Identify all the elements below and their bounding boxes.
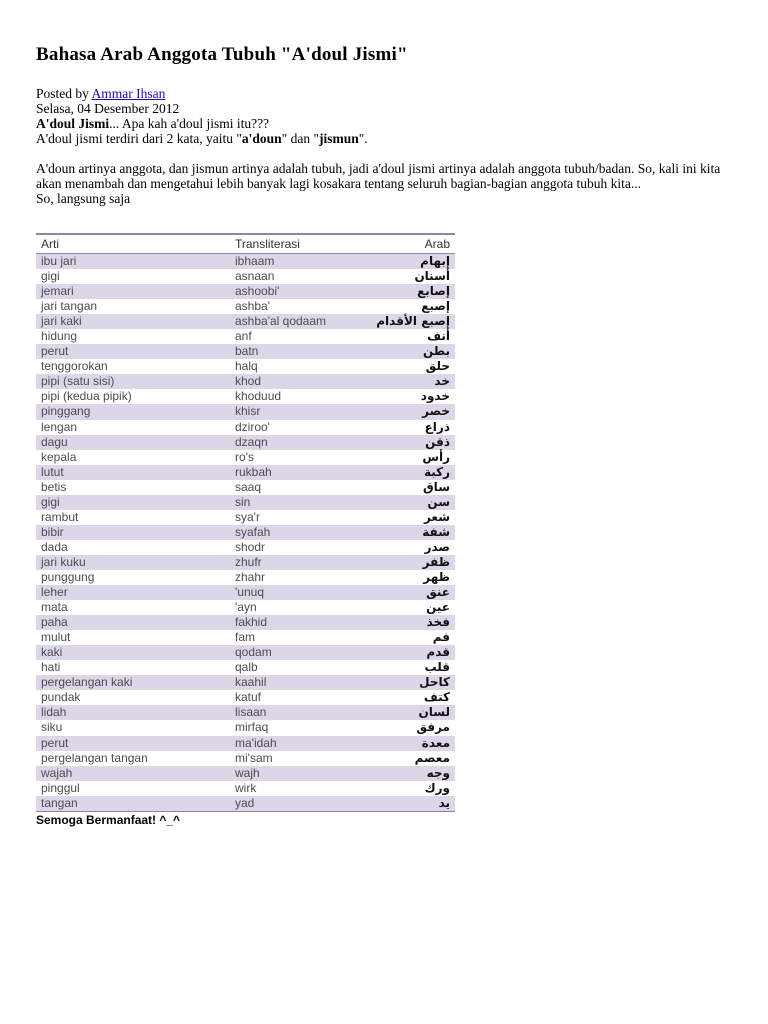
cell-arti: siku (36, 720, 230, 735)
table-row (36, 314, 455, 329)
byline (36, 86, 736, 101)
table-row (36, 389, 455, 404)
cell-arab: بطن (370, 344, 455, 359)
intro-question: ... Apa kah a'doul jismi itu??? (109, 116, 270, 131)
cell-arti: gigi (36, 495, 230, 510)
cell-arab: لسان (370, 705, 455, 720)
cell-transliterasi: wirk (230, 781, 370, 796)
cell-arab: قدم (370, 645, 455, 660)
cell-arti: jari kaki (36, 314, 230, 329)
table-row (36, 299, 455, 314)
cell-transliterasi: anf (230, 329, 370, 344)
table-row (36, 751, 455, 766)
table-row (36, 480, 455, 495)
cell-arti: perut (36, 736, 230, 751)
intro-word-2: jismun (318, 131, 359, 146)
cell-transliterasi: asnaan (230, 269, 370, 284)
table-header-row (36, 234, 455, 254)
cell-transliterasi: ashba' (230, 299, 370, 314)
table-row (36, 645, 455, 660)
intro-line-1 (36, 116, 736, 131)
cell-arti: leher (36, 585, 230, 600)
table-row (36, 690, 455, 705)
cell-arab: إصبع (370, 299, 455, 314)
cell-transliterasi: ma'idah (230, 736, 370, 751)
cell-arti: tangan (36, 796, 230, 812)
cell-arti: pundak (36, 690, 230, 705)
cell-arab: ذراع (370, 420, 455, 435)
cell-transliterasi: katuf (230, 690, 370, 705)
cell-transliterasi: zhahr (230, 570, 370, 585)
intro (36, 116, 736, 146)
vocabulary-table (36, 233, 455, 812)
cell-arab: يد (370, 796, 455, 812)
table-row (36, 359, 455, 374)
cell-transliterasi: kaahil (230, 675, 370, 690)
article (36, 44, 736, 827)
table-row (36, 495, 455, 510)
cell-arab: قلب (370, 660, 455, 675)
cell-arti: rambut (36, 510, 230, 525)
cell-arab: ورك (370, 781, 455, 796)
cell-arti: gigi (36, 269, 230, 284)
intro-suffix: ". (358, 131, 368, 146)
cell-arab: صدر (370, 540, 455, 555)
cell-arti: jari kuku (36, 555, 230, 570)
cell-transliterasi: 'ayn (230, 600, 370, 615)
cell-arti: pipi (satu sisi) (36, 374, 230, 389)
table-row (36, 781, 455, 796)
table-row (36, 450, 455, 465)
cell-transliterasi: ibhaam (230, 254, 370, 270)
cell-arti: hidung (36, 329, 230, 344)
table-row (36, 329, 455, 344)
paragraph-text: A'doun artinya anggota, dan jismun artinya adalah tubuh, jadi a'doul jismi artinya adalah anggota tubuh/badan. So, kali ini kita akan menambah dan mengetahui lebih banyak lagi kosakara tentang seluruh bagian-bagian anggota tubuh kita... (36, 161, 721, 191)
cell-arab: كاحل (370, 675, 455, 690)
vocabulary-table-wrap (36, 233, 455, 827)
table-row (36, 540, 455, 555)
cell-arti: lengan (36, 420, 230, 435)
intro-word-1: a'doun (241, 131, 282, 146)
cell-arab: حلق (370, 359, 455, 374)
table-row (36, 660, 455, 675)
cell-transliterasi: mirfaq (230, 720, 370, 735)
table-row (36, 465, 455, 480)
body-paragraph (36, 161, 736, 206)
paragraph-text-2: So, langsung saja (36, 191, 131, 206)
cell-transliterasi: saaq (230, 480, 370, 495)
cell-arti: kaki (36, 645, 230, 660)
cell-arti: mulut (36, 630, 230, 645)
cell-transliterasi: khisr (230, 404, 370, 419)
cell-arab: فخذ (370, 615, 455, 630)
post-date: Selasa, 04 Desember 2012 (36, 101, 180, 116)
cell-transliterasi: ro's (230, 450, 370, 465)
cell-arab: فم (370, 630, 455, 645)
cell-arab: أنف (370, 329, 455, 344)
cell-transliterasi: zhufr (230, 555, 370, 570)
table-row (36, 766, 455, 781)
cell-arab: خد (370, 374, 455, 389)
cell-arti: betis (36, 480, 230, 495)
header-transliterasi: Transliterasi (230, 234, 370, 254)
cell-transliterasi: yad (230, 796, 370, 812)
table-row (36, 615, 455, 630)
cell-transliterasi: syafah (230, 525, 370, 540)
table-row (36, 630, 455, 645)
header-arti: Arti (36, 234, 230, 254)
cell-arab: وجه (370, 766, 455, 781)
table-row (36, 796, 455, 812)
cell-arab: عنق (370, 585, 455, 600)
cell-transliterasi: 'unuq (230, 585, 370, 600)
table-row (36, 675, 455, 690)
cell-arti: mata (36, 600, 230, 615)
cell-arti: pinggul (36, 781, 230, 796)
cell-transliterasi: ashba'al qodaam (230, 314, 370, 329)
cell-transliterasi: halq (230, 359, 370, 374)
cell-arab: معدة (370, 736, 455, 751)
cell-arti: perut (36, 344, 230, 359)
table-row (36, 600, 455, 615)
cell-arti: pergelangan tangan (36, 751, 230, 766)
cell-arab: إصبع الأقدام (370, 314, 455, 329)
cell-arti: dada (36, 540, 230, 555)
cell-arti: ibu jari (36, 254, 230, 270)
cell-arti: lutut (36, 465, 230, 480)
cell-transliterasi: khod (230, 374, 370, 389)
cell-arti: kepala (36, 450, 230, 465)
intro-term: A'doul Jismi (36, 116, 110, 131)
cell-transliterasi: dziroo' (230, 420, 370, 435)
table-row (36, 420, 455, 435)
cell-arab: إبهام (370, 254, 455, 270)
table-row (36, 254, 455, 270)
table-row (36, 570, 455, 585)
cell-arab: ظفر (370, 555, 455, 570)
cell-arti: lidah (36, 705, 230, 720)
cell-arab: ركبة (370, 465, 455, 480)
cell-arab: أسنان (370, 269, 455, 284)
table-row (36, 344, 455, 359)
table-row (36, 585, 455, 600)
cell-arti: wajah (36, 766, 230, 781)
cell-transliterasi: fam (230, 630, 370, 645)
cell-arab: شعر (370, 510, 455, 525)
cell-arti: punggung (36, 570, 230, 585)
table-row (36, 435, 455, 450)
cell-arti: hati (36, 660, 230, 675)
cell-transliterasi: rukbah (230, 465, 370, 480)
cell-transliterasi: dzaqn (230, 435, 370, 450)
cell-arab: ساق (370, 480, 455, 495)
cell-arti: paha (36, 615, 230, 630)
table-row (36, 525, 455, 540)
cell-arti: dagu (36, 435, 230, 450)
closing-note: Semoga Bermanfaat! ^_^ (36, 812, 181, 827)
cell-transliterasi: khoduud (230, 389, 370, 404)
cell-transliterasi: ashoobi' (230, 284, 370, 299)
cell-arti: tenggorokan (36, 359, 230, 374)
cell-arab: عين (370, 600, 455, 615)
posted-by-label: Posted by (36, 86, 89, 101)
cell-arab: معصم (370, 751, 455, 766)
cell-arab: شفة (370, 525, 455, 540)
cell-transliterasi: lisaan (230, 705, 370, 720)
table-row (36, 284, 455, 299)
cell-arab: خدود (370, 389, 455, 404)
table-row (36, 374, 455, 389)
table-row (36, 720, 455, 735)
cell-arti: jemari (36, 284, 230, 299)
table-row (36, 269, 455, 284)
header-arab: Arab (370, 234, 455, 254)
cell-arab: ظهر (370, 570, 455, 585)
cell-arab: ذقن (370, 435, 455, 450)
table-row (36, 705, 455, 720)
intro-line-2 (36, 131, 736, 146)
table-body (36, 254, 455, 812)
cell-transliterasi: wajh (230, 766, 370, 781)
cell-transliterasi: shodr (230, 540, 370, 555)
cell-transliterasi: batn (230, 344, 370, 359)
author-link[interactable]: Ammar Ihsan (91, 86, 166, 101)
intro-prefix: A'doul jismi terdiri dari 2 kata, yaitu " (36, 131, 242, 146)
cell-transliterasi: qodam (230, 645, 370, 660)
cell-transliterasi: sin (230, 495, 370, 510)
table-row (36, 510, 455, 525)
table-row (36, 404, 455, 419)
cell-transliterasi: sya'r (230, 510, 370, 525)
cell-arab: إصابع (370, 284, 455, 299)
cell-arti: bibir (36, 525, 230, 540)
table-row (36, 736, 455, 751)
cell-transliterasi: qalb (230, 660, 370, 675)
cell-transliterasi: mi'sam (230, 751, 370, 766)
cell-arab: سن (370, 495, 455, 510)
cell-transliterasi: fakhid (230, 615, 370, 630)
table-row (36, 555, 455, 570)
cell-arti: pergelangan kaki (36, 675, 230, 690)
cell-arab: كتف (370, 690, 455, 705)
cell-arab: خصر (370, 404, 455, 419)
intro-mid: " dan " (281, 131, 319, 146)
cell-arti: jari tangan (36, 299, 230, 314)
page-title: Bahasa Arab Anggota Tubuh "A'doul Jismi" (36, 44, 408, 65)
cell-arti: pinggang (36, 404, 230, 419)
cell-arab: رأس (370, 450, 455, 465)
cell-arab: مرفق (370, 720, 455, 735)
post-meta (36, 86, 736, 116)
cell-arti: pipi (kedua pipik) (36, 389, 230, 404)
